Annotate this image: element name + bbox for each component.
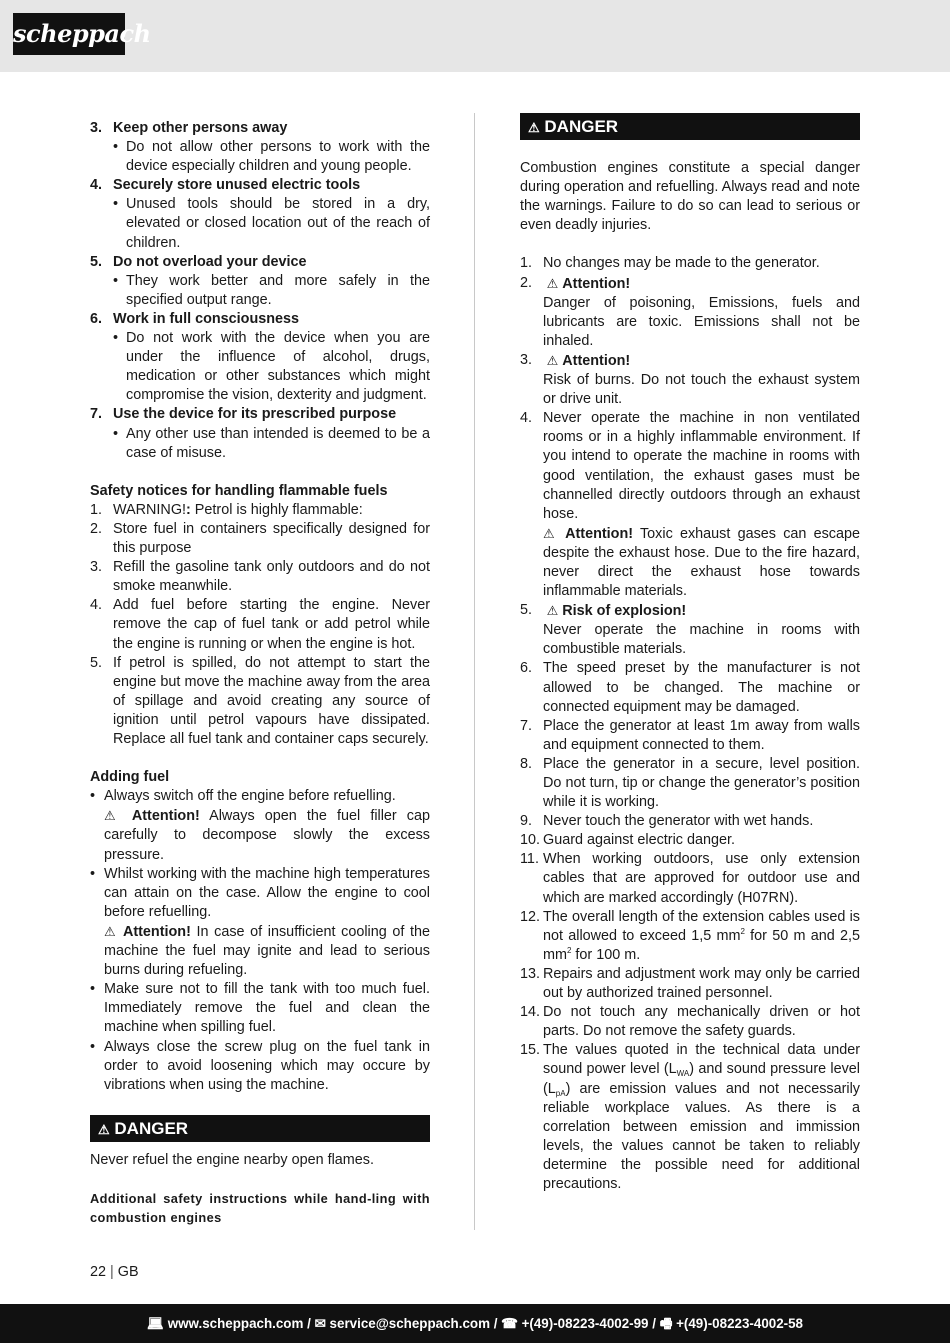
attention-label: Attention!	[565, 525, 634, 542]
fax-icon: 🖷︎	[659, 1316, 673, 1331]
list-number: 6.	[90, 310, 103, 327]
superscript: 2	[566, 946, 572, 956]
attention-label: Attention!	[122, 923, 191, 940]
rule-title: Keep other persons away	[113, 120, 288, 136]
warning-triangle-icon: ⚠	[543, 275, 559, 291]
page-num: 22	[90, 1264, 107, 1280]
phone-icon: ☎	[501, 1316, 518, 1331]
danger-banner	[520, 113, 860, 140]
list-number: 15.	[520, 1042, 541, 1059]
bullet: •	[90, 788, 96, 805]
page-lang: GB	[117, 1264, 139, 1280]
warning-triangle-icon: ⚠	[104, 808, 122, 824]
list-number: 4.	[520, 410, 533, 427]
attention-text: Always open the fuel filler cap carefully to decompose slowly the excess pressure.	[104, 808, 431, 863]
list-text: The speed preset by the manufacturer is not allowed to be changed. The machine or connected equipment may be damaged.	[543, 660, 860, 715]
danger-banner	[90, 1115, 430, 1142]
attention-text: In case of insufficient cooling of the machine the fuel may ignite and lead to serious burns during refueling.	[104, 923, 431, 979]
subscript: pA	[555, 1088, 566, 1098]
attention-text: Toxic exhaust gases can escape despite the exhaust hose. Due to the fire hazard, never direct the exhaust hose towards inflammable materials.	[543, 525, 861, 600]
list-text: Store fuel in containers specifically designed for this purpose	[113, 520, 430, 557]
engine-safety-list	[520, 254, 860, 1194]
danger-text: Never refuel the engine nearby open flames.	[90, 1151, 374, 1168]
list-number: 1.	[90, 501, 103, 518]
list-number: 12.	[520, 908, 541, 925]
warning-triangle-icon: ⚠	[104, 923, 118, 939]
list-text: Do not touch any mechanically driven or hot parts. Do not remove the safety guards.	[543, 1004, 860, 1040]
list-text: Make sure not to fill the tank with too much fuel. Immediately remove the fuel and clean the machine when spilling fuel.	[104, 981, 430, 1036]
bullet: •	[90, 1038, 96, 1055]
list-text: Risk of burns. Do not touch the exhaust system or drive unit.	[543, 372, 860, 408]
danger-label: DANGER	[114, 1118, 189, 1138]
list-text: The values quoted in the technical data under sound power level (L	[543, 1042, 860, 1078]
page-footer: 💻︎ www.scheppach.com / ✉ service@scheppach.com / ☎ +(49)-08223-4002-99 / 🖷︎ +(49)-08223-4002-58	[0, 1304, 950, 1343]
list-number: 7.	[520, 717, 533, 734]
rule-text: Unused tools should be stored in a dry, elevated or closed location out of the reach of children.	[126, 196, 430, 251]
list-text: Whilst working with the machine high temperatures can attain on the case. Allow the engine to cool before refuelling.	[104, 865, 430, 920]
list-text: Never touch the generator with wet hands.	[543, 813, 814, 830]
list-text: If petrol is spilled, do not attempt to start the engine but move the machine away from the area of spillage and avoid creating any source of ignition until petrol vapours have dissipated. Replace all fuel tank and container caps securely.	[113, 654, 430, 747]
list-number: 6.	[520, 660, 533, 677]
fuel-list	[90, 501, 430, 749]
attention-label: Attention!	[562, 275, 631, 292]
bullet: •	[113, 139, 119, 156]
warning-triangle-icon: ⚠	[98, 1121, 110, 1137]
attention-label: Attention!	[562, 352, 631, 369]
rule-text: Do not work with the device when you are under the influence of alcohol, drugs, medication or other substances which might compromise the vision, dexterity and judgment.	[126, 330, 430, 404]
colon: :	[186, 501, 191, 518]
list-text: Add fuel before starting the engine. Never remove the cap of fuel tank or add petrol while the engine is running or when the engine is hot.	[113, 597, 430, 652]
subscript: WA	[676, 1069, 690, 1079]
bullet: •	[113, 330, 119, 347]
bullet: •	[113, 425, 119, 442]
adding-fuel-list	[90, 787, 430, 1095]
list-number: 5.	[90, 654, 103, 671]
list-text: No changes may be made to the generator.	[543, 255, 820, 272]
list-number: 4.	[90, 597, 103, 614]
list-text: Always switch off the engine before refuelling.	[104, 788, 396, 805]
list-number: 3.	[520, 351, 533, 368]
list-number: 3.	[90, 120, 103, 136]
list-text: Repairs and adjustment work may only be carried out by authorized trained personnel.	[543, 965, 860, 1002]
list-text: ) and sound pressure level (L	[543, 1061, 860, 1097]
list-text: for 50 m and 2,5 mm	[543, 927, 860, 963]
rule-title: Use the device for its prescribed purpose	[113, 406, 397, 423]
fuel-heading: Safety notices for handling flammable fuels	[90, 482, 388, 499]
list-text: ) are emission values and not necessarily reliable workplace values. As there is a correlation between emission and immission levels, the values cannot be taken to reliably determine the possible need for additional precautions.	[543, 1080, 860, 1192]
rule-title: Do not overload your device	[113, 253, 307, 270]
website-link[interactable]: www.scheppach.com	[167, 1316, 304, 1331]
warning-triangle-icon: ⚠	[543, 525, 558, 541]
danger-label: DANGER	[544, 117, 619, 136]
list-number: 8.	[520, 755, 533, 772]
intro-text: Combustion engines constitute a special danger during operation and refuelling. Always read and note the warnings. Failure to do so can lead to serious or even deadly injuries.	[520, 160, 861, 234]
fax-number: +(49)-08223-4002-58	[676, 1316, 804, 1331]
list-number: 11.	[520, 851, 539, 868]
bullet: •	[90, 865, 96, 882]
page-header	[0, 0, 950, 72]
attention-label: Risk of explosion!	[562, 603, 687, 620]
list-text: When working outdoors, use only extension cables that are approved for outdoor use and which are marked accordingly (H07RN).	[543, 851, 860, 906]
warning-triangle-icon: ⚠	[543, 603, 559, 619]
warning-label: WARNING!	[113, 501, 187, 518]
warning-triangle-icon: ⚠	[528, 120, 540, 135]
additional-instructions-heading: Additional safety instructions while hand-ling with combustion engines	[90, 1190, 430, 1225]
list-text: Place the generator in a secure, level position. Do not turn, tip or change the generator’s position while it is working.	[543, 755, 860, 811]
list-text: Refill the gasoline tank only outdoors and do not smoke meanwhile.	[113, 559, 430, 595]
attention-label: Attention!	[131, 808, 200, 825]
list-number: 10.	[520, 832, 541, 849]
list-number: 1.	[520, 255, 533, 272]
rule-text: They work better and more safely in the specified output range.	[126, 272, 430, 308]
warning-triangle-icon: ⚠	[543, 352, 559, 368]
list-text: The overall length of the extension cables used is not allowed to exceed 1,5 mm	[543, 908, 860, 944]
right-column	[520, 113, 860, 1194]
list-text: Always close the screw plug on the fuel tank in order to avoid loosening which may occure by vibrations when using the machine.	[104, 1038, 430, 1093]
rule-title: Securely store unused electric tools	[113, 177, 361, 194]
list-number: 5.	[520, 602, 533, 619]
scheppach-logo: scheppach	[13, 13, 125, 55]
list-text: Petrol is highly flammable:	[190, 501, 363, 518]
list-number: 3.	[90, 559, 103, 576]
list-text: Never operate the machine in non ventilated rooms or in a highly inflammable environment. If you intend to operate the machine in rooms with good ventilation, the exhaust gases must be channelled directly outdoors through an exhaust hose.	[543, 410, 860, 522]
email-link[interactable]: service@scheppach.com	[329, 1316, 490, 1331]
list-text: for 100 m.	[571, 946, 641, 963]
left-column	[90, 119, 430, 1227]
mail-icon: ✉	[314, 1316, 326, 1331]
list-number: 2.	[90, 520, 103, 537]
adding-fuel-heading: Adding fuel	[90, 769, 170, 786]
bullet: •	[90, 981, 96, 998]
column-divider	[474, 113, 475, 1230]
list-text: Place the generator at least 1m away from walls and equipment connected to them.	[543, 717, 860, 753]
computer-icon: 💻︎	[146, 1316, 164, 1331]
list-number: 14.	[520, 1004, 541, 1021]
list-number: 4.	[90, 177, 103, 194]
list-number: 5.	[90, 253, 103, 270]
superscript: 2	[740, 926, 745, 936]
list-number: 13.	[520, 965, 541, 982]
page-number: 22 | GB	[90, 1264, 139, 1280]
list-number: 2.	[520, 274, 533, 291]
bullet: •	[113, 196, 119, 213]
list-text: Guard against electric danger.	[543, 832, 735, 849]
rule-text: Do not allow other persons to work with the device especially children and young people.	[126, 139, 430, 175]
rule-text: Any other use than intended is deemed to be a case of misuse.	[126, 425, 430, 461]
rule-title: Work in full consciousness	[113, 310, 300, 327]
list-text: Danger of poisoning, Emissions, fuels and lubricants are toxic. Emissions shall not be inhaled.	[543, 294, 860, 349]
rules-list	[90, 119, 430, 463]
list-number: 9.	[520, 813, 533, 830]
bullet: •	[113, 272, 119, 289]
phone-number: +(49)-08223-4002-99	[521, 1316, 649, 1331]
list-number: 7.	[90, 406, 103, 423]
list-text: Never operate the machine in rooms with combustible materials.	[543, 622, 860, 658]
